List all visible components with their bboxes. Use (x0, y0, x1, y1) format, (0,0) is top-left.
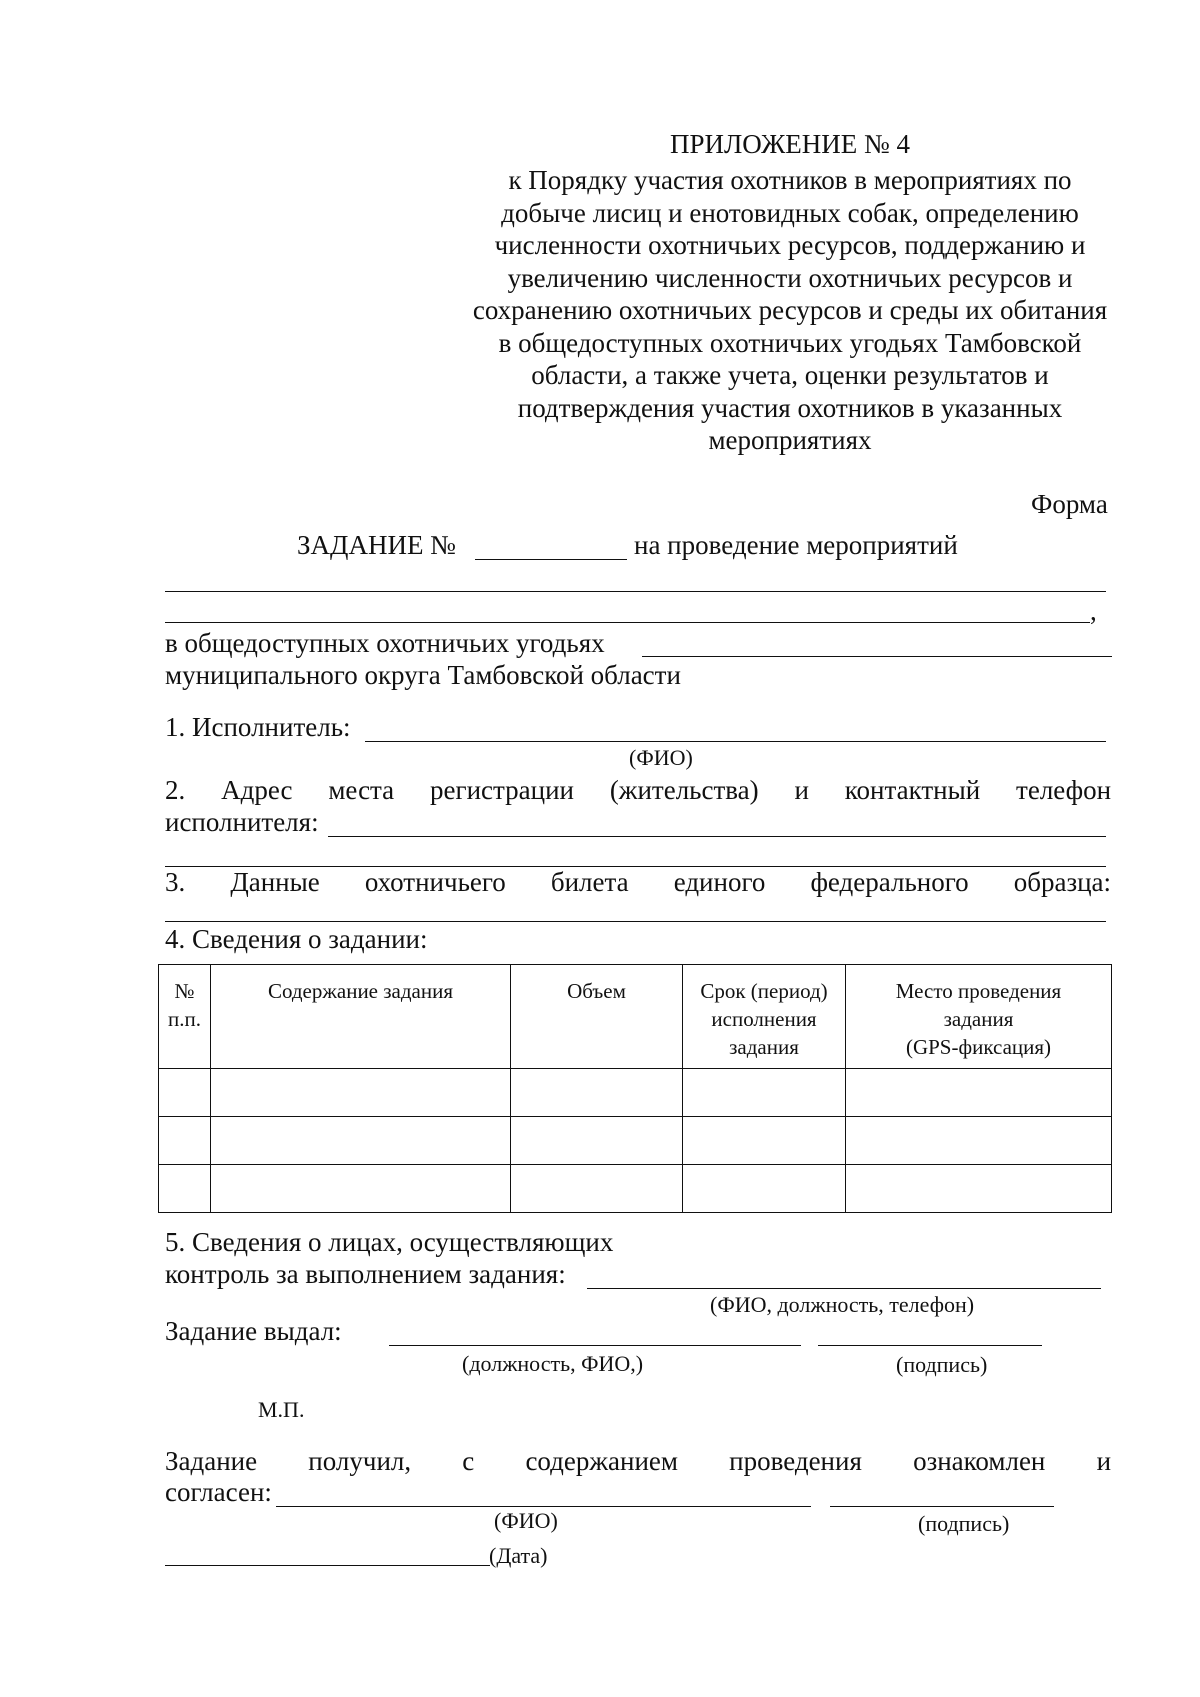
table-cell[interactable] (159, 1069, 211, 1117)
issued-by-signature-caption: (подпись) (896, 1352, 988, 1377)
table-cell[interactable] (846, 1069, 1112, 1117)
executor-caption: (ФИО) (629, 745, 693, 770)
col-location-header: Место проведения задания (GPS-фиксация) (846, 965, 1112, 1069)
executor-name-blank[interactable] (365, 741, 1106, 742)
received-signature-blank[interactable] (830, 1506, 1054, 1507)
issued-by-label: Задание выдал: (165, 1316, 342, 1346)
hunting-ticket-label: 3. Данные охотничьего билета единого федерального образца: (165, 867, 1112, 897)
table-cell[interactable] (846, 1117, 1112, 1165)
table-cell[interactable] (846, 1165, 1112, 1213)
issued-by-name-blank[interactable] (389, 1345, 801, 1346)
received-label-line-2: согласен: (165, 1477, 272, 1507)
form-label: Форма (1031, 489, 1108, 519)
appendix-text-line: численности охотничьих ресурсов, поддержанию и (494, 230, 1086, 260)
col-number-header: № п.п. (159, 965, 211, 1069)
address-label-line-2: исполнителя: (165, 807, 319, 837)
controllers-blank[interactable] (587, 1288, 1101, 1289)
table-cell[interactable] (511, 1165, 683, 1213)
received-signature-caption: (подпись) (918, 1511, 1010, 1536)
address-label-line-1: 2. Адрес места регистрации (жительства) и контактный телефон (165, 775, 1112, 805)
address-phone-blank[interactable] (328, 836, 1106, 837)
stamp-placeholder: М.П. (258, 1397, 305, 1422)
task-heading-suffix: на проведение мероприятий (634, 530, 958, 560)
appendix-text-line: увеличению численности охотничьих ресурсов и (507, 263, 1073, 293)
table-cell[interactable] (511, 1117, 683, 1165)
appendix-text-line: мероприятиях (708, 425, 872, 455)
appendix-text-line: в общедоступных охотничьих угодьях Тамбовской (498, 328, 1082, 358)
hunting-ticket-blank[interactable] (165, 921, 1106, 922)
received-label-line-1: Задание получил, с содержанием проведения ознакомлен и (165, 1446, 1112, 1476)
task-heading-prefix: ЗАДАНИЕ № (297, 530, 456, 560)
col-period-header: Срок (период) исполнения задания (683, 965, 846, 1069)
table-cell[interactable] (683, 1117, 846, 1165)
table-cell[interactable] (683, 1069, 846, 1117)
event-name-blank-2[interactable] (165, 622, 1090, 623)
district-blank[interactable] (642, 656, 1112, 657)
date-caption: (Дата) (489, 1543, 548, 1568)
table-cell[interactable] (159, 1117, 211, 1165)
appendix-text-line: к Порядку участия охотников в мероприятиях по (508, 165, 1072, 195)
col-volume-header: Объем (511, 965, 683, 1069)
executor-label: 1. Исполнитель: (165, 712, 351, 742)
controllers-label-line-1: 5. Сведения о лицах, осуществляющих (165, 1227, 614, 1257)
appendix-text-line: сохранению охотничьих ресурсов и среды их обитания (472, 295, 1108, 325)
table-cell[interactable] (511, 1069, 683, 1117)
received-name-blank[interactable] (276, 1506, 811, 1507)
area-text-line-1: в общедоступных охотничьих угодьях (165, 628, 605, 658)
area-text-line-2: муниципального округа Тамбовской области (165, 660, 681, 690)
controllers-caption: (ФИО, должность, телефон) (710, 1292, 975, 1317)
task-table-header (159, 965, 1112, 1069)
task-table (158, 964, 1112, 1213)
table-cell[interactable] (683, 1165, 846, 1213)
table-row (159, 1069, 1112, 1117)
received-name-caption: (ФИО) (494, 1508, 558, 1533)
table-cell[interactable] (159, 1165, 211, 1213)
appendix-text-line: добыче лисиц и енотовидных собак, определению (501, 198, 1079, 228)
task-info-label: 4. Сведения о задании: (165, 924, 428, 954)
appendix-text-line: области, а также учета, оценки результатов и (531, 360, 1049, 390)
table-cell[interactable] (211, 1069, 511, 1117)
appendix-title: ПРИЛОЖЕНИЕ № 4 (669, 129, 911, 159)
col-content-header: Содержание задания (211, 965, 511, 1069)
controllers-label-line-2: контроль за выполнением задания: (165, 1259, 566, 1289)
appendix-text-line: подтверждения участия охотников в указанных (517, 393, 1063, 423)
comma: , (1090, 596, 1097, 626)
table-row (159, 1117, 1112, 1165)
table-row (159, 1165, 1112, 1213)
date-blank[interactable] (165, 1565, 490, 1566)
table-cell[interactable] (211, 1165, 511, 1213)
event-name-blank-1[interactable] (165, 591, 1106, 592)
task-number-blank[interactable] (475, 559, 627, 560)
issued-by-position-caption: (должность, ФИО,) (462, 1351, 644, 1376)
issued-by-signature-blank[interactable] (818, 1345, 1042, 1346)
table-cell[interactable] (211, 1117, 511, 1165)
